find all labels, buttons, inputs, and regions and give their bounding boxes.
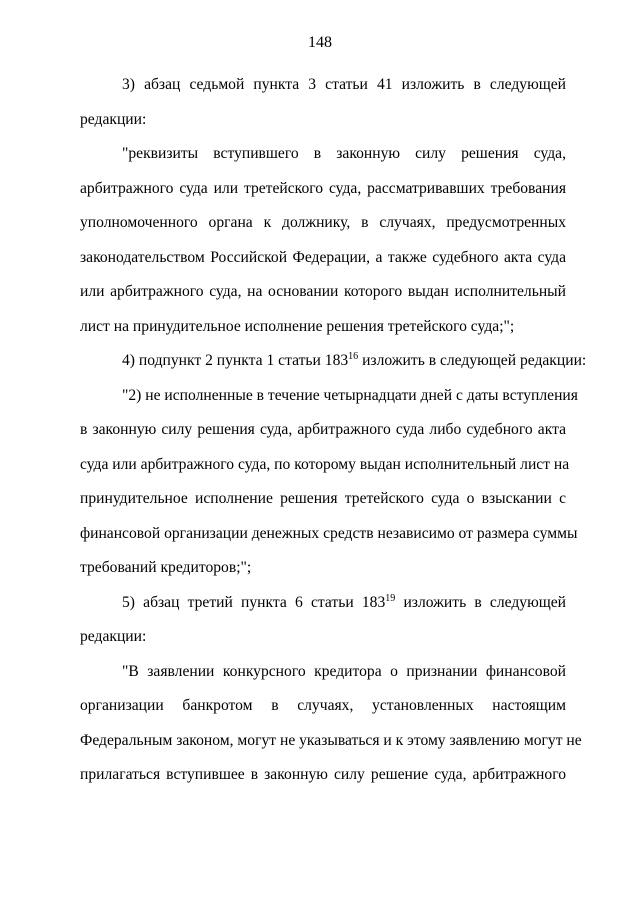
text-segment: изложить в следующей <box>395 593 567 611</box>
text-line: принудительное исполнение решения третейского суда о взыскании с <box>80 490 566 507</box>
text-line: финансовой организации денежных средств независимо от размера суммы <box>80 524 578 542</box>
paragraph-item-3 <box>80 68 566 137</box>
paragraph-item-4 <box>80 344 587 379</box>
text-line: организации банкротом в случаях, установленных настоящим <box>80 697 566 714</box>
text-line: требований кредиторов;"; <box>80 559 252 576</box>
text-line: уполномоченного органа к должнику, в случаях, предусмотренных <box>80 214 566 231</box>
text-line: "2) не исполненные в течение четырнадцати дней с даты вступления <box>122 386 578 404</box>
text-line: или арбитражного суда, на основании которого выдан исполнительный <box>80 283 566 300</box>
text-line: "реквизиты вступившего в законную силу решения суда, <box>122 145 566 162</box>
page-number: 148 <box>308 34 332 51</box>
text-line <box>80 344 587 379</box>
text-line: лист на принудительное исполнение решения третейского суда;"; <box>80 317 515 335</box>
paragraph-quote-statement <box>80 655 582 793</box>
text-line: редакции: <box>80 628 147 645</box>
text-line: законодательством Российской Федерации, а также судебного акта суда <box>80 248 566 266</box>
text-line: редакции: <box>80 110 147 128</box>
paragraph-quote-requisites <box>80 137 566 344</box>
text-line: в законную силу решения суда, арбитражного суда либо судебного акта <box>80 421 566 438</box>
text-segment: 4) подпункт 2 пункта 1 статьи 183 <box>122 352 349 369</box>
text-line: Федеральным законом, могут не указываться и к этому заявлению могут не <box>80 731 582 749</box>
paragraph-quote-unfulfilled <box>80 379 578 586</box>
text-line: "В заявлении конкурсного кредитора о признании финансовой <box>122 662 566 680</box>
document-body <box>80 68 587 793</box>
text-segment: 5) абзац третий пункта 6 статьи 183 <box>122 593 386 611</box>
paragraph-item-5 <box>80 586 566 655</box>
text-line: суда или арбитражного суда, по которому выдан исполнительный лист на <box>80 455 570 473</box>
text-segment: изложить в следующей редакции: <box>358 352 587 369</box>
text-line <box>80 586 566 621</box>
text-line: 3) абзац седьмой пункта 3 статьи 41 изложить в следующей <box>122 76 566 93</box>
superscript: 16 <box>348 351 359 362</box>
superscript: 19 <box>385 592 396 604</box>
text-line: прилагаться вступившее в законную силу решение суда, арбитражного <box>80 766 566 783</box>
text-line: арбитражного суда или третейского суда, рассматривавших требования <box>80 179 566 197</box>
